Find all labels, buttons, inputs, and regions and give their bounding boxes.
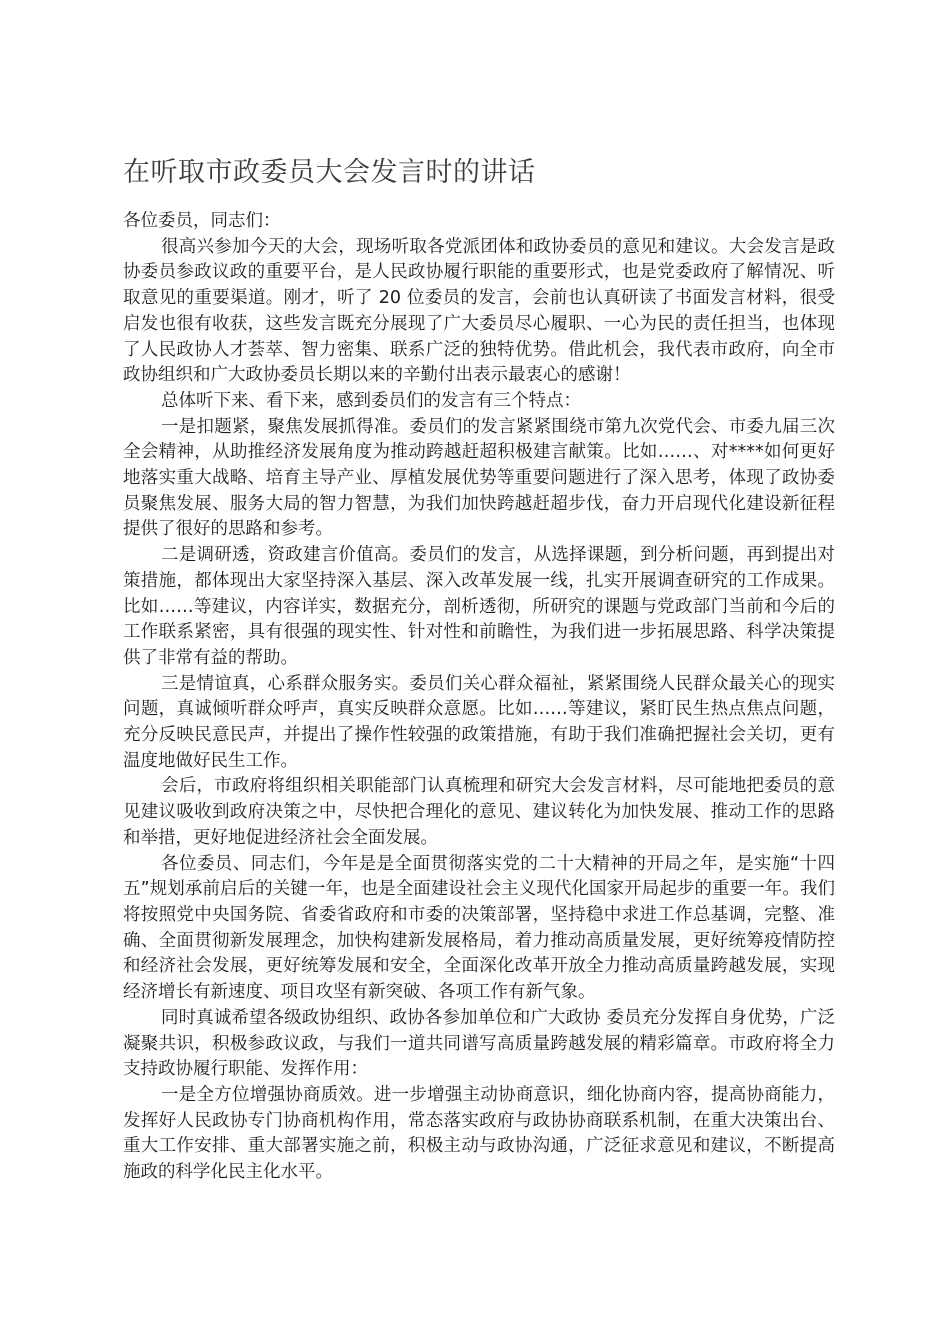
document-body	[123, 209, 835, 1186]
salutation: 各位委员，同志们：	[123, 211, 281, 231]
paragraph-follow-up: 会后，市政府将组织相关职能部门认真梳理和研究大会发言材料，尽可能地把委员的意见建议吸收到政府决策之中，尽快把合理化的意见、建议转化为加快发展、推动工作的思路和举措，更好地促进经济社会全面发展。	[123, 776, 835, 848]
paragraph-feature-three: 三是情谊真，心系群众服务实。委员们关心群众福祉，紧紧围绕人民群众最关心的现实问题，真诚倾听群众呼声，真实反映群众意愿。比如……等建议，紧盯民生热点焦点问题，充分反映民意民声，并提出了操作性较强的政策措施，有助于我们准确把握社会关切，更有温度地做好民生工作。	[123, 673, 835, 771]
paragraph-overview: 总体听下来、看下来，感到委员们的发言有三个特点：	[161, 390, 581, 411]
paragraph-opening: 很高兴参加今天的大会，现场听取各党派团体和政协委员的意见和建议。大会发言是政协委员参政议政的重要平台，是人民政协履行职能的重要形式，也是党委政府了解情况、听取意见的重要渠道。刚才，听了 20 位委员的发言，会前也认真研读了书面发言材料，很受启发也很有收获，这些发言既充分展现了广大委员尽心履职、一心为民的责任担当，也体现了人民政协人才荟萃、智力密集、联系广泛的独特优势。借此机会，我代表市政府，向全市政协组织和广大政协委员长期以来的辛勤付出表示最衷心的感谢！	[123, 236, 835, 386]
paragraph-this-year: 各位委员、同志们，今年是是全面贯彻落实党的二十大精神的开局之年，是实施“十四五”规划承前启后的关键一年，也是全面建设社会主义现代化国家开局起步的重要一年。我们将按照党中央国务院、省委省政府和市委的决策部署，坚持稳中求进工作总基调，完整、准确、全面贯彻新发展理念，加快构建新发展格局，着力推动高质量发展，更好统筹疫情防控和经济社会发展，更好统筹发展和安全，全面深化改革开放全力推动高质量跨越发展，实现经济增长有新速度、项目攻坚有新突破、各项工作有新气象。	[123, 853, 835, 1003]
paragraph-support-one: 一是全方位增强协商质效。进一步增强主动协商意识，细化协商内容，提高协商能力，发挥好人民政协专门协商机构作用，常态落实政府与政协协商联系机制，在重大决策出台、重大工作安排、重大部署实施之前，积极主动与政协沟通，广泛征求意见和建议，不断提高施政的科学化民主化水平。	[123, 1084, 835, 1183]
paragraph-feature-one: 一是扣题紧，聚焦发展抓得准。委员们的发言紧紧围绕市第九次党代会、市委九届三次全会精神，从助推经济发展角度为推动跨越赶超积极建言献策。比如……、对****如何更好地落实重大战略、培育主导产业、厚植发展优势等重要问题进行了深入思考，体现了政协委员聚焦发展、服务大局的智力智慧，为我们加快跨越赶超步伐，奋力开启现代化建设新征程提供了很好的思路和参考。	[123, 416, 835, 540]
paragraph-feature-two: 二是调研透，资政建言价值高。委员们的发言，从选择课题，到分析问题，再到提出对策措施，都体现出大家坚持深入基层、深入改革发展一线，扎实开展调查研究的工作成果。比如……等建议，内容详实，数据充分，剖析透彻，所研究的课题与党政部门当前和今后的工作联系紧密，具有很强的现实性、针对性和前瞻性，为我们进一步拓展思路、科学决策提供了非常有益的帮助。	[123, 545, 835, 668]
paragraph-hope: 同时真诚希望各级政协组织、政协各参加单位和广大政协 委员充分发挥自身优势，广泛凝聚共识，积极参政议政，与我们一道共同谱写高质量跨越发展的精彩篇章。市政府将全力支持政协履行职能、发挥作用：	[123, 1007, 835, 1080]
document-title: 在听取市政委员大会发言时的讲话	[123, 157, 536, 188]
